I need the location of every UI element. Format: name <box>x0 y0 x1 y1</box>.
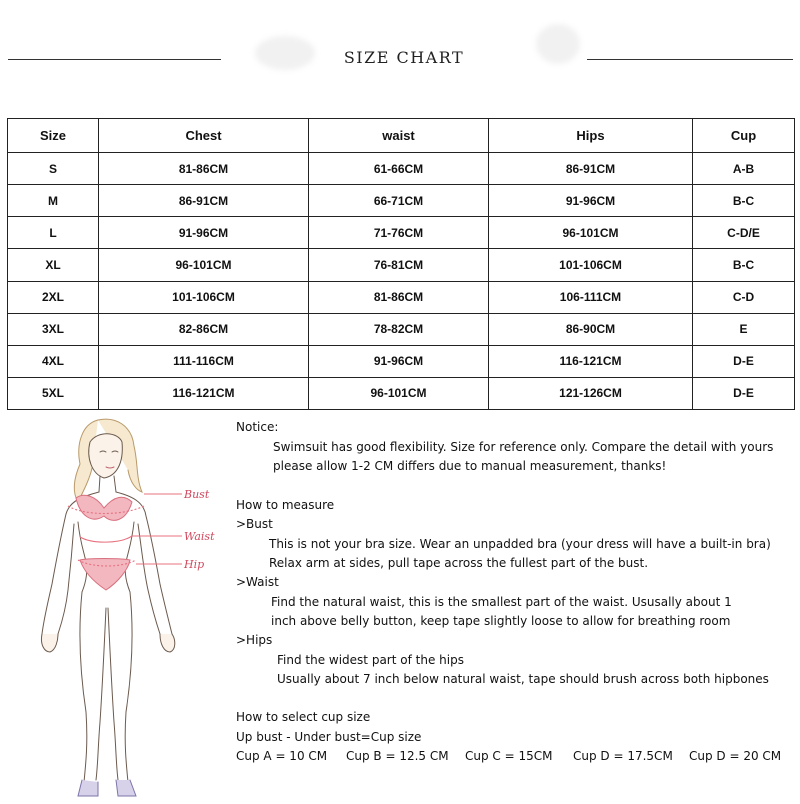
hip-label: Hip <box>184 558 205 571</box>
table-row <box>8 377 795 409</box>
waist-cell: 78-82CM <box>309 313 489 345</box>
waist-line-1: Find the natural waist, this is the smallest part of the waist. Ususally about 1 <box>271 595 732 609</box>
table-row <box>8 345 795 377</box>
hips-cell: 86-90CM <box>489 313 693 345</box>
cup-size-d: Cup D = 17.5CM <box>573 749 673 763</box>
chest-cell: 96-101CM <box>99 249 309 281</box>
chest-cell: 111-116CM <box>99 345 309 377</box>
hips-cell: 121-126CM <box>489 377 693 409</box>
notice-heading: Notice: <box>236 420 279 434</box>
hips-cell: 86-91CM <box>489 153 693 185</box>
cup-formula: Up bust - Under bust=Cup size <box>236 730 422 744</box>
waist-cell: 61-66CM <box>309 153 489 185</box>
cup-cell: A-B <box>693 153 795 185</box>
title-rule-right <box>587 59 793 60</box>
bust-label: Bust <box>184 488 210 501</box>
waist-heading: >Waist <box>236 575 279 589</box>
cup-size-a: Cup A = 10 CM <box>236 749 328 763</box>
waist-cell: 66-71CM <box>309 185 489 217</box>
cup-cell: D-E <box>693 377 795 409</box>
cup-cell: B-C <box>693 249 795 281</box>
cup-heading: How to select cup size <box>236 710 371 724</box>
chest-cell: 91-96CM <box>99 217 309 249</box>
figure-drawing <box>24 412 234 800</box>
hips-cell: 101-106CM <box>489 249 693 281</box>
cup-size-d-20: Cup D = 20 CM <box>689 749 782 763</box>
cup-cell: B-C <box>693 185 795 217</box>
cup-cell: C-D/E <box>693 217 795 249</box>
size-cell: XL <box>8 249 99 281</box>
waist-cell: 91-96CM <box>309 345 489 377</box>
waist-cell: 81-86CM <box>309 281 489 313</box>
table-row <box>8 217 795 249</box>
chest-cell: 86-91CM <box>99 185 309 217</box>
size-chart-table <box>7 118 795 410</box>
waist-label: Waist <box>184 530 215 543</box>
column-header-size: Size <box>8 119 99 153</box>
table-row <box>8 313 795 345</box>
size-cell: 2XL <box>8 281 99 313</box>
chest-cell: 116-121CM <box>99 377 309 409</box>
column-header-cup: Cup <box>693 119 795 153</box>
title-rule-left <box>8 59 221 60</box>
waist-cell: 76-81CM <box>309 249 489 281</box>
cup-size-b: Cup B = 12.5 CM <box>346 749 449 763</box>
hips-cell: 106-111CM <box>489 281 693 313</box>
hips-cell: 96-101CM <box>489 217 693 249</box>
measure-heading: How to measure <box>236 498 335 512</box>
measurement-figure-illustration <box>24 412 234 800</box>
table-row <box>8 153 795 185</box>
page-title: SIZE CHART <box>343 48 465 67</box>
hips-cell: 116-121CM <box>489 345 693 377</box>
briefs-shape <box>80 559 130 591</box>
size-cell: 4XL <box>8 345 99 377</box>
waist-cell: 71-76CM <box>309 217 489 249</box>
cup-cell: C-D <box>693 281 795 313</box>
table-row <box>8 249 795 281</box>
hips-cell: 91-96CM <box>489 185 693 217</box>
size-cell: L <box>8 217 99 249</box>
size-cell: S <box>8 153 99 185</box>
notice-line-2: please allow 1-2 CM differs due to manual measurement, thanks! <box>273 459 667 473</box>
bust-line-1: This is not your bra size. Wear an unpadded bra (your dress will have a built-in bra) <box>269 537 771 551</box>
table-row <box>8 185 795 217</box>
column-header-waist: waist <box>309 119 489 153</box>
size-cell: 5XL <box>8 377 99 409</box>
chest-cell: 81-86CM <box>99 153 309 185</box>
column-header-chest: Chest <box>99 119 309 153</box>
bra-shape <box>76 495 132 520</box>
cup-size-c: Cup C = 15CM <box>465 749 553 763</box>
chest-cell: 101-106CM <box>99 281 309 313</box>
notice-line-1: Swimsuit has good flexibility. Size for reference only. Compare the detail with yours <box>273 440 774 454</box>
size-cell: 3XL <box>8 313 99 345</box>
cup-cell: D-E <box>693 345 795 377</box>
size-cell: M <box>8 185 99 217</box>
table-header-row <box>8 119 795 153</box>
table-row <box>8 281 795 313</box>
hips-line-2: Usually about 7 inch below natural waist, tape should brush across both hipbones <box>277 672 769 686</box>
bust-heading: >Bust <box>236 517 273 531</box>
bust-line-2: Relax arm at sides, pull tape across the fullest part of the bust. <box>269 556 649 570</box>
waist-cell: 96-101CM <box>309 377 489 409</box>
waist-line-2: inch above belly button, keep tape slightly loose to allow for breathing room <box>271 614 731 628</box>
chest-cell: 82-86CM <box>99 313 309 345</box>
hips-heading: >Hips <box>236 633 273 647</box>
hips-line-1: Find the widest part of the hips <box>277 653 464 667</box>
column-header-hips: Hips <box>489 119 693 153</box>
cup-cell: E <box>693 313 795 345</box>
